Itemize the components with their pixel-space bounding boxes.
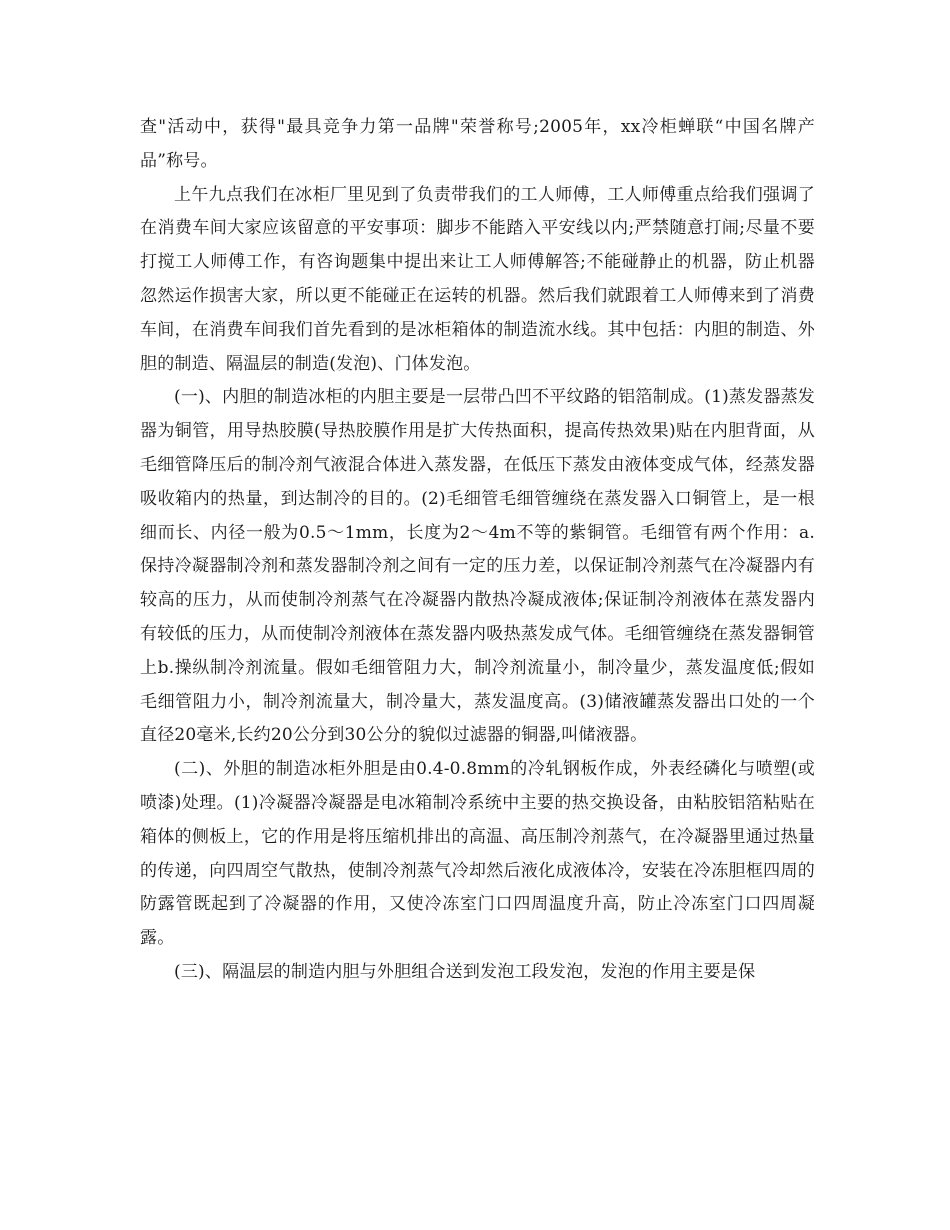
paragraph-continuation: 查"活动中，获得"最具竞争力第一品牌"荣誉称号;2005年，xx冷柜蝉联“中国名牌产品”称号。	[140, 117, 815, 171]
document-body	[140, 111, 815, 990]
paragraph-outer-shell: (二)、外胆的制造冰柜外胆是由0.4-0.8mm的冷轧钢板作成，外表经磷化与喷塑(或喷漆)处理。(1)冷凝器冷凝器是电冰箱制冷系统中主要的热交换设备，由粘胶铝箔粘贴在箱体的侧板上，它的作用是将压缩机排出的高温、高压制冷剂蒸气，在冷凝器里通过热量的传递，向四周空气散热，使制冷剂蒸气冷却然后液化成液体冷，安装在冷冻胆框四周的防露管既起到了冷凝器的作用，又使冷冻室门口四周温度升高，防止冷冻室门口四周凝露。	[140, 759, 815, 949]
paragraph-inner-liner: (一)、内胆的制造冰柜的内胆主要是一层带凸凹不平纹路的铝箔制成。(1)蒸发器蒸发器为铜管，用导热胶膜(导热胶膜作用是扩大传热面积，提高传热效果)贴在内胆背面，从毛细管降压后的制冷剂气液混合体进入蒸发器，在低压下蒸发由液体变成气体，经蒸发器吸收箱内的热量，到达制冷的目的。(2)毛细管毛细管缠绕在蒸发器入口铜管上，是一根细而长、内径一般为0.5～1mm，长度为2～4m不等的紫铜管。毛细管有两个作用：a.保持冷凝器制冷剂和蒸发器制冷剂之间有一定的压力差，以保证制冷剂蒸气在冷凝器内有较高的压力，从而使制冷剂蒸气在冷凝器内散热冷凝成液体;保证制冷剂液体在蒸发器内有较低的压力，从而使制冷剂液体在蒸发器内吸热蒸发成气体。毛细管缠绕在蒸发器铜管上b.操纵制冷剂流量。假如毛细管阻力大，制冷剂流量小，制冷量少，蒸发温度低;假如毛细管阻力小，制冷剂流量大，制冷量大，蒸发温度高。(3)储液罐蒸发器出口处的一个直径20毫米,长约20公分到30公分的貌似过滤器的铜器,叫储液器。	[140, 387, 815, 746]
paragraph-insulation-layer: (三)、隔温层的制造内胆与外胆组合送到发泡工段发泡，发泡的作用主要是保	[174, 961, 756, 982]
paragraph-safety-briefing: 上午九点我们在冰柜厂里见到了负责带我们的工人师傅，工人师傅重点给我们强调了在消费车间大家应该留意的平安事项：脚步不能踏入平安线以内;严禁随意打闹;尽量不要打搅工人师傅工作，有咨询题集中提出来让工人师傅解答;不能碰静止的机器，防止机器忽然运作损害大家，所以更不能碰正在运转的机器。然后我们就跟着工人师傅来到了消费车间，在消费车间我们首先看到的是冰柜箱体的制造流水线。其中包括：内胆的制造、外胆的制造、隔温层的制造(发泡)、门体发泡。	[140, 184, 815, 374]
